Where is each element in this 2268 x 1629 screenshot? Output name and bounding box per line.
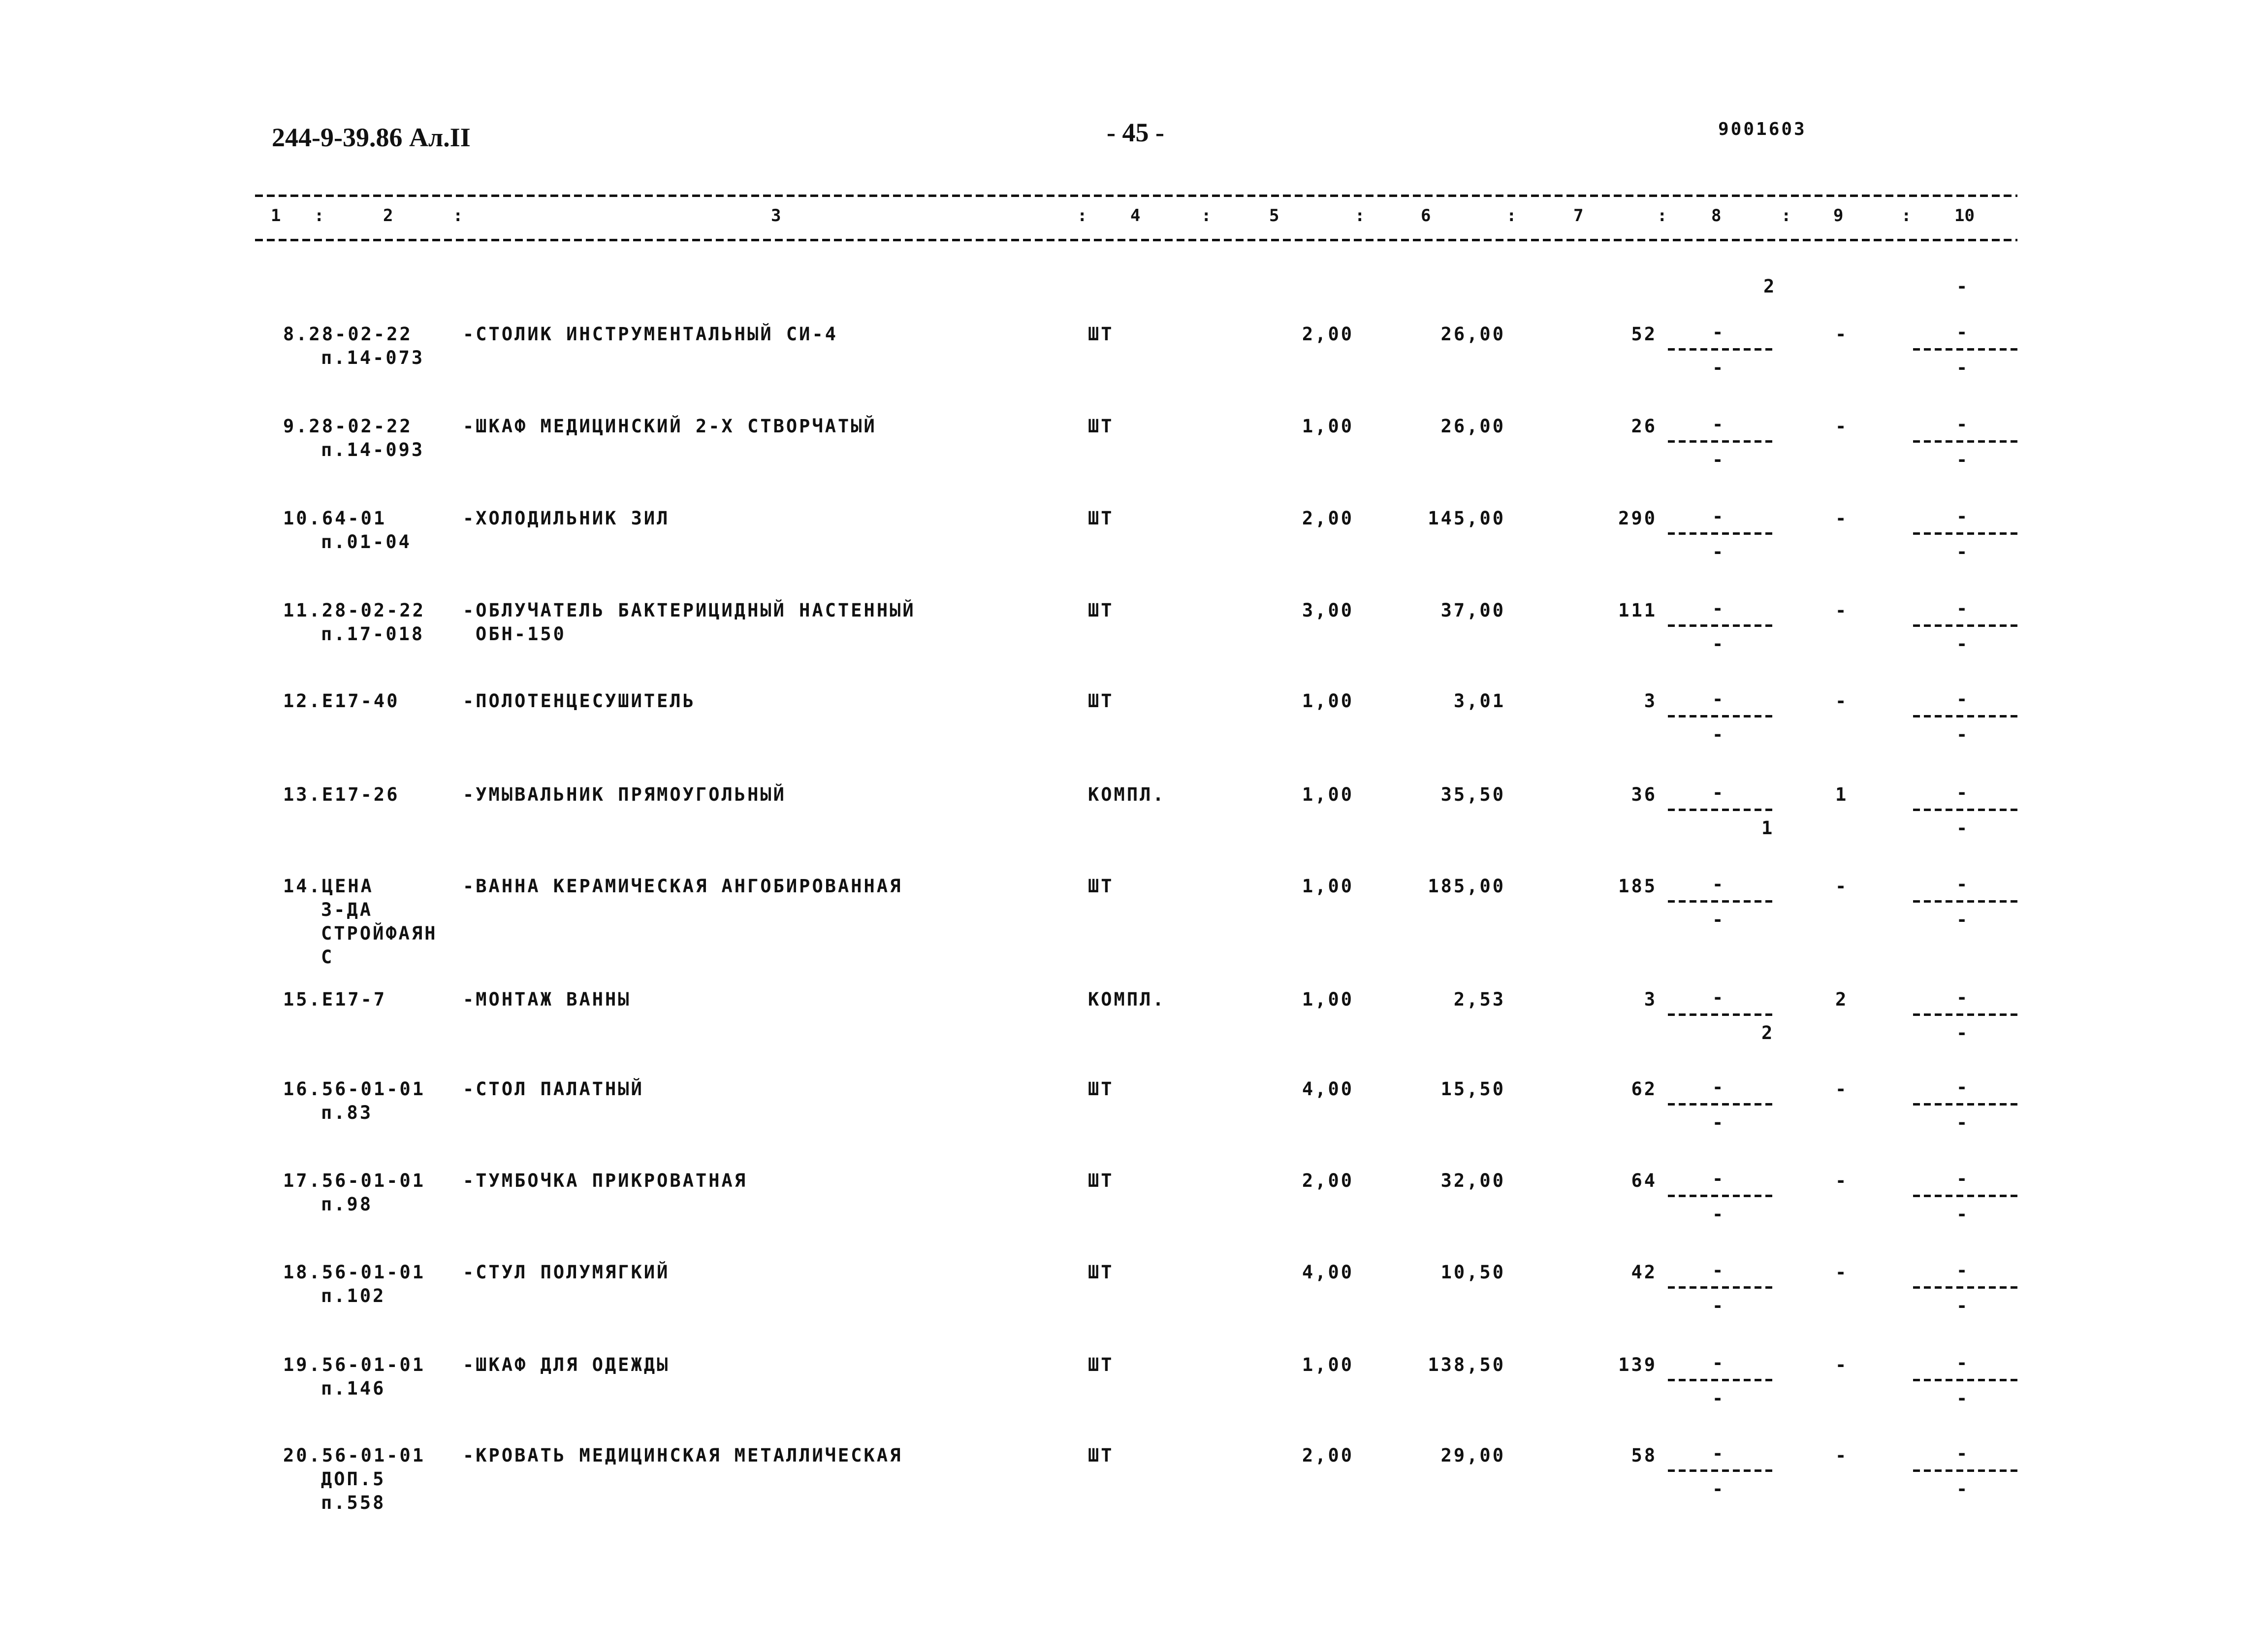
row-col8-numerator: -	[1712, 874, 1725, 895]
row-unit-price: 2,53	[1453, 989, 1505, 1010]
table-row	[0, 1353, 2268, 1442]
col8-fraction-bar	[1668, 1286, 1775, 1289]
row-code-line2: п.01-04	[321, 531, 412, 553]
row-code: 20.56-01-01	[283, 1445, 426, 1466]
col-separator: :	[1201, 206, 1212, 226]
row-unit: ШТ	[1088, 324, 1114, 345]
row-name-line2: ОБН-150	[476, 623, 566, 645]
col10-fraction-bar	[1913, 624, 2017, 627]
row-quantity: 2,00	[1302, 508, 1354, 529]
row-code: 19.56-01-01	[283, 1354, 426, 1375]
row-unit-price: 3,01	[1453, 690, 1505, 712]
col10-fraction-bar	[1913, 1379, 2017, 1381]
row-unit-price: 26,00	[1440, 324, 1505, 345]
row-col8-numerator: -	[1712, 1260, 1725, 1281]
row-col9: 2	[1835, 989, 1849, 1010]
table-row	[0, 1444, 2268, 1532]
row-total: 52	[1631, 324, 1657, 345]
row-quantity: 1,00	[1302, 1354, 1354, 1375]
row-col9: -	[1835, 324, 1849, 345]
row-col10-numerator: -	[1956, 1076, 1970, 1098]
row-total: 58	[1631, 1445, 1657, 1466]
row-col10-numerator: -	[1956, 688, 1970, 710]
row-code-line2: п.102	[321, 1285, 386, 1306]
row-col8-numerator: -	[1712, 782, 1725, 803]
row-unit-price: 32,00	[1440, 1170, 1505, 1191]
row-col10-numerator: -	[1956, 598, 1970, 619]
row-name: -МОНТАЖ ВАННЫ	[463, 989, 631, 1010]
row-total: 139	[1618, 1354, 1657, 1375]
row-unit-price: 37,00	[1440, 600, 1505, 621]
row-col9: -	[1835, 508, 1849, 529]
row-col8-denominator: -	[1712, 1478, 1725, 1499]
row-col8-numerator: -	[1712, 1352, 1725, 1373]
col10-fraction-bar	[1913, 809, 2017, 811]
row-name: -СТУЛ ПОЛУМЯГКИЙ	[463, 1262, 670, 1283]
col-header-7: 7	[1573, 206, 1584, 226]
row-unit: ШТ	[1088, 600, 1114, 621]
table-row	[0, 783, 2268, 872]
row-name: -ОБЛУЧАТЕЛЬ БАКТЕРИЦИДНЫЙ НАСТЕННЫЙ	[463, 600, 916, 621]
row-col10-denominator: -	[1956, 541, 1970, 562]
row-unit-price: 185,00	[1428, 876, 1505, 897]
row-col8-numerator: -	[1712, 506, 1725, 527]
row-code: 17.56-01-01	[283, 1170, 426, 1191]
row-col9: -	[1835, 416, 1849, 437]
col8-fraction-bar	[1668, 532, 1775, 535]
row-col8-numerator: -	[1712, 688, 1725, 710]
row-col8-denominator: 2	[1761, 1022, 1775, 1043]
row-unit: КОМПЛ.	[1088, 784, 1166, 805]
col8-fraction-bar	[1668, 348, 1775, 351]
row-unit-price: 35,50	[1440, 784, 1505, 805]
row-col10-denominator: -	[1956, 1478, 1970, 1499]
col8-fraction-bar	[1668, 1379, 1775, 1381]
row-total: 185	[1618, 876, 1657, 897]
col10-fraction-bar	[1913, 1195, 2017, 1197]
col8-fraction-bar	[1668, 1469, 1775, 1472]
row-code-line2: п.83	[321, 1102, 373, 1123]
row-unit: ШТ	[1088, 508, 1114, 529]
row-name: -ПОЛОТЕНЦЕСУШИТЕЛЬ	[463, 690, 696, 712]
col10-fraction-bar	[1913, 900, 2017, 903]
row-col8-numerator: -	[1712, 1443, 1725, 1464]
row-unit-price: 15,50	[1440, 1078, 1505, 1100]
row-unit: ШТ	[1088, 1445, 1114, 1466]
row-col8-denominator: -	[1712, 724, 1725, 745]
row-col10-numerator: -	[1956, 506, 1970, 527]
row-name: -СТОЛИК ИНСТРУМЕНТАЛЬНЫЙ СИ-4	[463, 324, 838, 345]
carry-over-col10: -	[1956, 276, 1968, 297]
row-col9: 1	[1835, 784, 1849, 805]
row-unit: ШТ	[1088, 1170, 1114, 1191]
row-unit: КОМПЛ.	[1088, 989, 1166, 1010]
row-code-line4: С	[321, 946, 334, 968]
row-col8-denominator: -	[1712, 357, 1725, 378]
table-row	[0, 988, 2268, 1076]
row-col10-denominator: -	[1956, 1022, 1970, 1043]
row-total: 26	[1631, 416, 1657, 437]
col10-fraction-bar	[1913, 1103, 2017, 1106]
row-unit-price: 29,00	[1440, 1445, 1505, 1466]
row-code: 13.Е17-26	[283, 784, 400, 805]
col8-fraction-bar	[1668, 1013, 1775, 1016]
row-total: 111	[1618, 600, 1657, 621]
row-col10-numerator: -	[1956, 1352, 1970, 1373]
col10-fraction-bar	[1913, 1469, 2017, 1472]
row-quantity: 4,00	[1302, 1262, 1354, 1283]
row-name: -ШКАФ МЕДИЦИНСКИЙ 2-Х СТВОРЧАТЫЙ	[463, 416, 877, 437]
header-rule-top	[255, 195, 2017, 197]
row-quantity: 1,00	[1302, 876, 1354, 897]
col-header-5: 5	[1269, 206, 1279, 226]
row-col8-denominator: -	[1712, 1204, 1725, 1225]
row-col10-denominator: -	[1956, 1295, 1970, 1316]
row-code-line3: п.558	[321, 1492, 386, 1513]
row-unit: ШТ	[1088, 876, 1114, 897]
row-col10-denominator: -	[1956, 817, 1970, 839]
table-row	[0, 1169, 2268, 1258]
row-total: 3	[1644, 989, 1657, 1010]
row-code-line2: п.146	[321, 1378, 386, 1399]
row-total: 62	[1631, 1078, 1657, 1100]
table-row	[0, 1077, 2268, 1166]
row-name: -ВАННА КЕРАМИЧЕСКАЯ АНГОБИРОВАННАЯ	[463, 876, 903, 897]
col-separator: :	[1901, 206, 1912, 226]
row-col9: -	[1835, 600, 1849, 621]
row-code: 11.28-02-22	[283, 600, 426, 621]
row-col10-denominator: -	[1956, 724, 1970, 745]
page-number: - 45 -	[1107, 118, 1164, 147]
row-col8-numerator: -	[1712, 414, 1725, 435]
row-total: 36	[1631, 784, 1657, 805]
row-quantity: 3,00	[1302, 600, 1354, 621]
col-separator: :	[1506, 206, 1517, 226]
row-code: 18.56-01-01	[283, 1262, 426, 1283]
row-unit: ШТ	[1088, 1262, 1114, 1283]
row-col8-numerator: -	[1712, 322, 1725, 343]
row-col10-denominator: -	[1956, 1204, 1970, 1225]
col-header-2: 2	[383, 206, 393, 226]
table-row	[0, 689, 2268, 778]
col8-fraction-bar	[1668, 1195, 1775, 1197]
col10-fraction-bar	[1913, 715, 2017, 717]
col10-fraction-bar	[1913, 348, 2017, 351]
row-name: -ХОЛОДИЛЬНИК ЗИЛ	[463, 508, 670, 529]
row-col9: -	[1835, 1078, 1849, 1100]
row-col10-numerator: -	[1956, 782, 1970, 803]
row-col10-numerator: -	[1956, 322, 1970, 343]
col8-fraction-bar	[1668, 624, 1775, 627]
row-col8-denominator: -	[1712, 1388, 1725, 1409]
document-id: 9001603	[1718, 119, 1807, 139]
row-unit-price: 26,00	[1440, 416, 1505, 437]
row-col8-denominator: -	[1712, 541, 1725, 562]
row-col8-numerator: -	[1712, 598, 1725, 619]
row-quantity: 2,00	[1302, 1445, 1354, 1466]
row-total: 64	[1631, 1170, 1657, 1191]
col-separator: :	[1355, 206, 1365, 226]
row-col8-numerator: -	[1712, 1076, 1725, 1098]
row-col8-denominator: -	[1712, 1112, 1725, 1133]
row-code: 8.28-02-22	[283, 324, 413, 345]
row-quantity: 2,00	[1302, 324, 1354, 345]
col-separator: :	[1781, 206, 1791, 226]
table-row	[0, 323, 2268, 411]
row-col10-denominator: -	[1956, 909, 1970, 930]
row-code: 12.Е17-40	[283, 690, 400, 712]
row-unit-price: 138,50	[1428, 1354, 1505, 1375]
row-code-line2: п.17-018	[321, 623, 425, 645]
row-col8-denominator: -	[1712, 1295, 1725, 1316]
row-name: -ТУМБОЧКА ПРИКРОВАТНАЯ	[463, 1170, 748, 1191]
row-col10-denominator: -	[1956, 449, 1970, 470]
row-unit: ШТ	[1088, 1078, 1114, 1100]
row-code-line2: п.14-073	[321, 347, 425, 368]
row-unit: ШТ	[1088, 690, 1114, 712]
row-col10-denominator: -	[1956, 633, 1970, 654]
row-col8-numerator: -	[1712, 987, 1725, 1008]
row-total: 290	[1618, 508, 1657, 529]
row-code-line2: ДОП.5	[321, 1468, 386, 1490]
row-col9: -	[1835, 1262, 1849, 1283]
col8-fraction-bar	[1668, 715, 1775, 717]
row-quantity: 1,00	[1302, 989, 1354, 1010]
col-separator: :	[314, 206, 324, 226]
row-quantity: 2,00	[1302, 1170, 1354, 1191]
row-col8-denominator: 1	[1761, 817, 1775, 839]
col8-fraction-bar	[1668, 900, 1775, 903]
col10-fraction-bar	[1913, 440, 2017, 443]
table-row	[0, 507, 2268, 595]
col-separator: :	[453, 206, 463, 226]
col10-fraction-bar	[1913, 1286, 2017, 1289]
row-col9: -	[1835, 1445, 1849, 1466]
table-row	[0, 874, 2268, 968]
document-code: 244-9-39.86 Ал.II	[272, 123, 471, 152]
row-col10-numerator: -	[1956, 1443, 1970, 1464]
col10-fraction-bar	[1913, 1013, 2017, 1016]
row-col10-denominator: -	[1956, 1112, 1970, 1133]
col10-fraction-bar	[1913, 532, 2017, 535]
carry-over-col8: 2	[1763, 276, 1775, 297]
row-col10-numerator: -	[1956, 1260, 1970, 1281]
col8-fraction-bar	[1668, 440, 1775, 443]
row-total: 3	[1644, 690, 1657, 712]
row-col9: -	[1835, 1354, 1849, 1375]
row-col8-denominator: -	[1712, 633, 1725, 654]
col-header-10: 10	[1954, 206, 1975, 226]
row-quantity: 1,00	[1302, 690, 1354, 712]
row-code-line3: СТРОЙФАЯН	[321, 923, 438, 944]
col-header-3: 3	[771, 206, 781, 226]
row-code-line2: п.98	[321, 1194, 373, 1215]
row-name: -ШКАФ ДЛЯ ОДЕЖДЫ	[463, 1354, 670, 1375]
row-col10-numerator: -	[1956, 987, 1970, 1008]
row-unit-price: 145,00	[1428, 508, 1505, 529]
table-row	[0, 1261, 2268, 1349]
col-header-9: 9	[1833, 206, 1844, 226]
row-code: 16.56-01-01	[283, 1078, 426, 1100]
row-code-line2: п.14-093	[321, 439, 425, 460]
row-unit-price: 10,50	[1440, 1262, 1505, 1283]
row-unit: ШТ	[1088, 416, 1114, 437]
row-col8-denominator: -	[1712, 909, 1725, 930]
table-row	[0, 599, 2268, 687]
col-separator: :	[1657, 206, 1667, 226]
row-col10-denominator: -	[1956, 357, 1970, 378]
row-col9: -	[1835, 876, 1849, 897]
row-quantity: 1,00	[1302, 784, 1354, 805]
row-name: -СТОЛ ПАЛАТНЫЙ	[463, 1078, 644, 1100]
row-name: -КРОВАТЬ МЕДИЦИНСКАЯ МЕТАЛЛИЧЕСКАЯ	[463, 1445, 903, 1466]
row-col10-numerator: -	[1956, 874, 1970, 895]
col-header-1: 1	[271, 206, 281, 226]
row-quantity: 4,00	[1302, 1078, 1354, 1100]
col-header-8: 8	[1711, 206, 1722, 226]
col-header-6: 6	[1421, 206, 1431, 226]
col-header-4: 4	[1130, 206, 1141, 226]
row-code: 9.28-02-22	[283, 416, 413, 437]
row-name: -УМЫВАЛЬНИК ПРЯМОУГОЛЬНЫЙ	[463, 784, 786, 805]
row-col10-numerator: -	[1956, 414, 1970, 435]
header-rule-bottom	[255, 239, 2017, 241]
row-unit: ШТ	[1088, 1354, 1114, 1375]
row-code: 14.ЦЕНА	[283, 876, 374, 897]
col8-fraction-bar	[1668, 809, 1775, 811]
row-col8-numerator: -	[1712, 1168, 1725, 1189]
row-code: 10.64-01	[283, 508, 387, 529]
col-separator: :	[1077, 206, 1087, 226]
row-col9: -	[1835, 690, 1849, 712]
row-col10-denominator: -	[1956, 1388, 1970, 1409]
row-code-line2: 3-ДА	[321, 899, 373, 920]
row-col10-numerator: -	[1956, 1168, 1970, 1189]
row-quantity: 1,00	[1302, 416, 1354, 437]
row-code: 15.Е17-7	[283, 989, 387, 1010]
table-row	[0, 415, 2268, 503]
row-col9: -	[1835, 1170, 1849, 1191]
row-total: 42	[1631, 1262, 1657, 1283]
row-col8-denominator: -	[1712, 449, 1725, 470]
col8-fraction-bar	[1668, 1103, 1775, 1106]
